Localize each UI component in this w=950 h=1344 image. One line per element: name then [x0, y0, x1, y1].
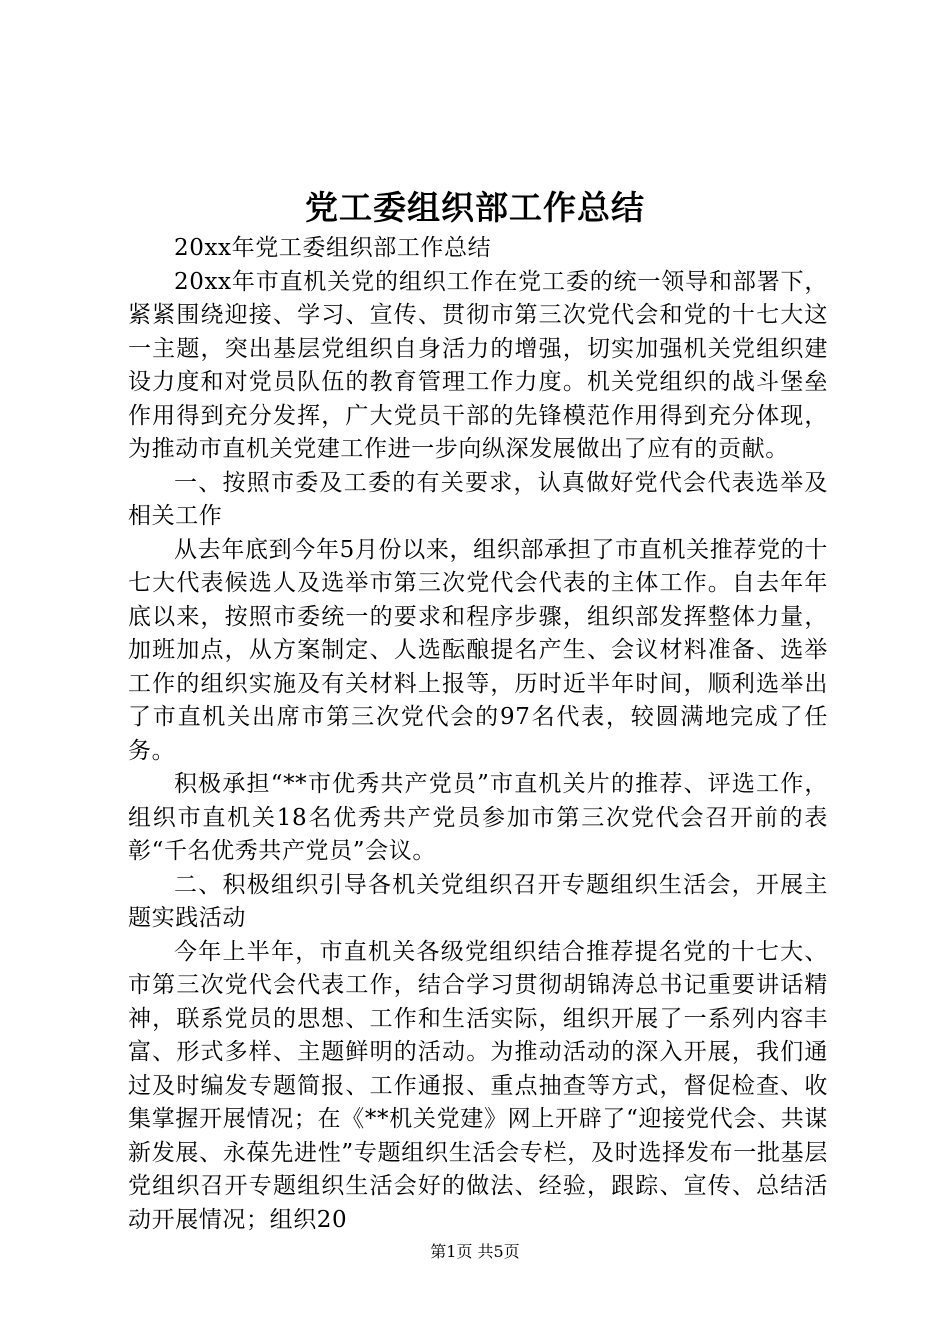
document-body	[128, 232, 828, 1237]
paragraph-intro: 20xx年市直机关党的组织工作在党工委的统一领导和部署下，紧紧围绕迎接、学习、宣传、贯彻市第三次党代会和党的十七大这一主题，突出基层党组织自身活力的增强，切实加强机关党组织建设力度和对党员队伍的教育管理工作力度。机关党组织的战斗堡垒作用得到充分发挥，广大党员干部的先锋模范作用得到充分体现，为推动市直机关党建工作进一步向纵深发展做出了应有的贡献。	[128, 268, 828, 462]
paragraph-activities: 今年上半年，市直机关各级党组织结合推荐提名党的十七大、市第三次党代会代表工作，结合学习贯彻胡锦涛总书记重要讲话精神，联系党员的思想、工作和生活实际，组织开展了一系列内容丰富、形式多样、主题鲜明的活动。为推动活动的深入开展，我们通过及时编发专题简报、工作通报、重点抽查等方式，督促检查、收集掌握开展情况；在《**机关党建》网上开辟了“迎接党代会、共谋新发展、永葆先进性”专题组织生活会专栏，及时选择发布一批基层党组织召开专题组织生活会好的做法、经验，跟踪、宣传、总结活动开展情况；组织20	[128, 938, 828, 1233]
section-heading-1: 一、按照市委及工委的有关要求，认真做好党代会代表选举及相关工作	[128, 469, 828, 529]
paragraph-election-work: 从去年底到今年5月份以来，组织部承担了市直机关推荐党的十七大代表候选人及选举市第三次党代会代表的主体工作。自去年年底以来，按照市委统一的要求和程序步骤，组织部发挥整体力量，加班加点，从方案制定、人选酝酿提名产生、会议材料准备、选举工作的组织实施及有关材料上报等，历时近半年时间，顺利选举出了市直机关出席市第三次党代会的97名代表，较圆满地完成了任务。	[128, 536, 828, 764]
document-title: 党工委组织部工作总结	[305, 188, 645, 227]
section-heading-2: 二、积极组织引导各机关党组织召开专题组织生活会，开展主题实践活动	[128, 871, 828, 931]
page-number-footer: 第1页 共5页	[430, 1242, 520, 1261]
paragraph-excellent-members: 积极承担“**市优秀共产党员”市直机关片的推荐、评选工作，组织市直机关18名优秀共产党员参加市第三次党代会召开前的表彰“千名优秀共产党员”会议。	[128, 771, 828, 864]
paragraph-subtitle: 20xx年党工委组织部工作总结	[174, 235, 492, 261]
